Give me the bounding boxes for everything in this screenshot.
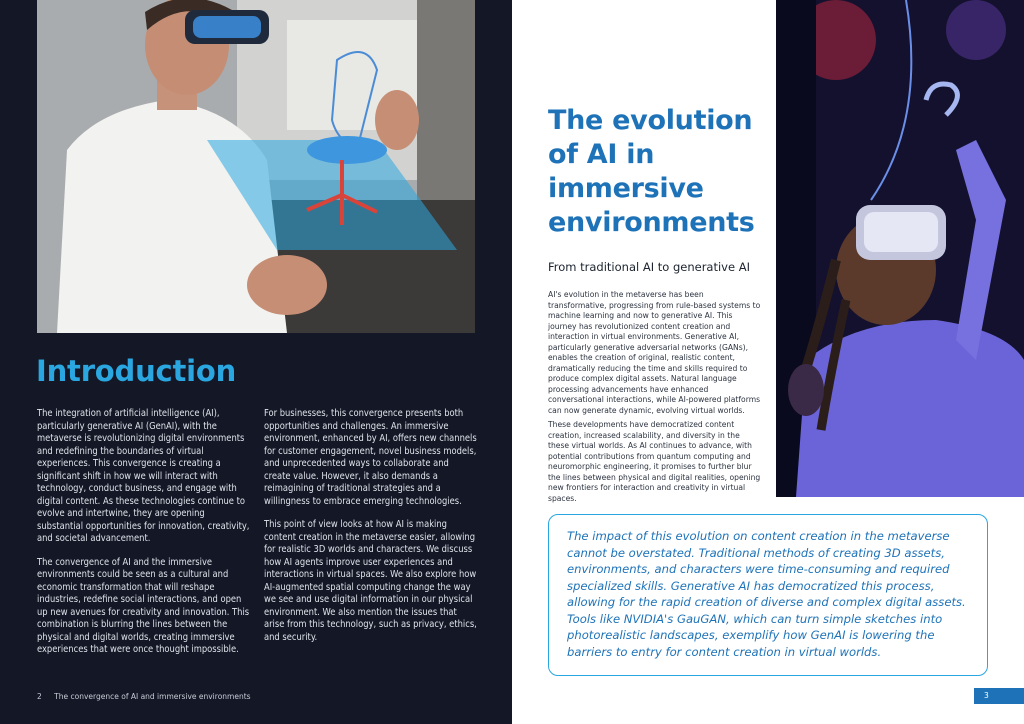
- body-paragraph: This point of view looks at how AI is making content creation in the metaverse easier, allowing for realistic 3D worlds and characters. We discuss how AI agents improve user experiences and interactions in virtual spaces. We also explore how AI-augmented spatial computing change the way we see and use digital information in our physical environment. We also mention the issues that arise from this technology, such as privacy, ethics, and security.: [264, 519, 477, 643]
- body-paragraph: These developments have democratized content creation, increased scalability, and diversity in the these virtual worlds. As AI continues to advance, with potential contributions from quantum computing and neuromorphic engineering, it promises to further blur the lines between physical and digital realities, opening new frontiers for interaction and creativity in virtual spaces.: [548, 420, 761, 503]
- right-page: [512, 0, 1024, 724]
- body-paragraph: The convergence of AI and the immersive environments could be seen as a cultural and economic transformation that will reshape industries, redefine social interactions, and open up new avenues for creativity and innovation. This combination is blurring the lines between the physical and digital worlds, creating immersive experiences that were once thought impossible.: [37, 556, 250, 655]
- man-with-ar-headset-photo: [37, 0, 475, 333]
- body-column-left: [37, 408, 251, 668]
- page-number: 3: [974, 688, 1024, 704]
- page-number: 2: [37, 692, 42, 701]
- woman-with-vr-headset-photo: [776, 0, 1024, 497]
- article-subtitle: From traditional AI to generative AI: [548, 260, 750, 274]
- vr-user-illustration: [776, 0, 1024, 497]
- page-title: Introduction: [36, 354, 237, 388]
- body-column-right: [264, 408, 478, 655]
- body-paragraph: AI's evolution in the metaverse has been transformative, progressing from rule-based systems to machine learning and now to generative AI. This journey has revolutionized content creation and interaction in virtual environments. Generative AI, particularly generative adversarial networks (GANs), enables the creation of original, realistic content, dramatically reducing the time and skills required to produce complex digital assets. Natural language processing advancements have enhanced conversational interactions, while AI-powered platforms can now generate dynamic, evolving virtual worlds.: [548, 290, 761, 415]
- running-title: The convergence of AI and immersive environments: [54, 692, 251, 701]
- pull-quote-text: The impact of this evolution on content creation in the metaverse cannot be overstated. Traditional methods of creating 3D assets, environments, and characters were time-consuming and required specialized skills. Generative AI has democratized this process, allowing for the rapid creation of diverse and complex digital assets. Tools like NVIDIA's GauGAN, which can turn simple sketches into photorealistic landscapes, exemplify how GenAI is lowering the barriers to entry for content creation in virtual worlds.: [567, 529, 966, 659]
- body-paragraph: The integration of artificial intelligence (AI), particularly generative AI (GenAI), with the metaverse is revolutionizing digital environments and redefining the boundaries of virtual experiences. This convergence is creating a significant shift in how we will interact with technology, conduct business, and engage with digital content. As these technologies continue to evolve and intertwine, they are opening substantial opportunities for innovation, creativity, and societal advancement.: [37, 408, 250, 544]
- article-body: [548, 290, 763, 508]
- pull-quote-box: [548, 514, 988, 676]
- page-footer: [37, 692, 261, 701]
- article-title: The evolution of AI in immersive environments: [548, 105, 755, 238]
- body-paragraph: For businesses, this convergence presents both opportunities and challenges. An immersive environment, enhanced by AI, offers new channels for customer engagement, novel business models, and unprecedented ways to collaborate and create value. However, it also demands a reimagining of traditional strategies and a willingness to embrace emerging technologies.: [264, 408, 477, 507]
- ar-hologram-chair-illustration: [37, 0, 475, 333]
